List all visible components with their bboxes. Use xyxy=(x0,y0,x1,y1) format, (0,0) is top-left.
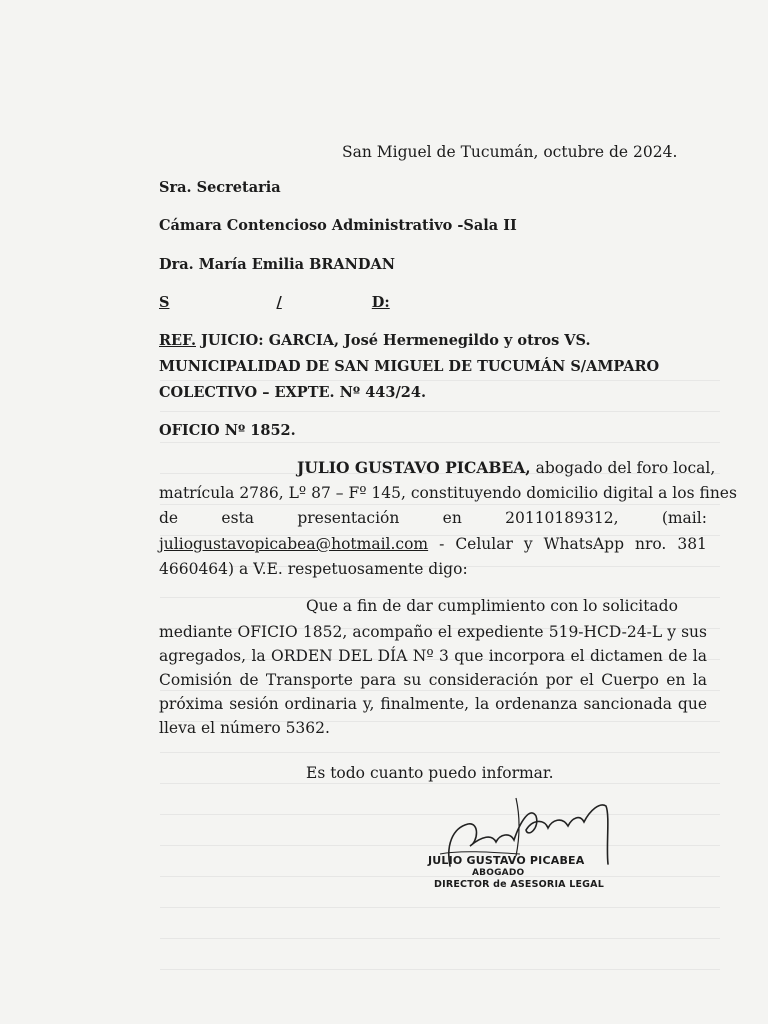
word: WhatsApp xyxy=(543,535,624,553)
word: esta xyxy=(221,509,255,527)
word: 381 xyxy=(677,535,707,553)
body-line-4 xyxy=(159,535,707,553)
word: Celular xyxy=(455,535,513,553)
reference-line-3: COLECTIVO – EXPTE. Nº 443/24. xyxy=(159,384,426,401)
word: nro. xyxy=(634,535,667,553)
s-d-line xyxy=(159,294,395,311)
intro-line xyxy=(297,458,715,477)
word: (mail: xyxy=(661,509,707,527)
body-line-5: 4660464) a V.E. respetuosamente digo: xyxy=(159,560,468,578)
reference-line-1 xyxy=(159,332,591,349)
ref-prefix: REF. xyxy=(159,332,196,349)
stamp-position: DIRECTOR de ASESORIA LEGAL xyxy=(434,879,604,890)
word: - xyxy=(439,535,445,553)
paragraph-2-first: Que a fin de dar cumplimiento con lo solicitado xyxy=(306,597,678,615)
intro-rest: abogado del foro local, xyxy=(530,459,716,477)
closing-line: Es todo cuanto puedo informar. xyxy=(306,764,554,782)
word: en xyxy=(442,509,462,527)
body-line-2: matrícula 2786, Lº 87 – Fº 145, constituyendo domicilio digital a los fines xyxy=(159,484,737,502)
word: de xyxy=(159,509,179,527)
date-line: San Miguel de Tucumán, octubre de 2024. xyxy=(342,143,678,161)
recipient-line-2: Cámara Contencioso Administrativo -Sala II xyxy=(159,217,517,234)
handwritten-signature xyxy=(420,776,640,886)
recipient-line-1: Sra. Secretaria xyxy=(159,179,281,196)
oficio-number: OFICIO Nº 1852. xyxy=(159,422,296,439)
reference-line-2: MUNICIPALIDAD DE SAN MIGUEL DE TUCUMÁN S/AMPARO xyxy=(159,358,660,375)
word: presentación xyxy=(297,509,400,527)
author-name: JULIO GUSTAVO PICABEA, xyxy=(297,458,531,477)
ref-line1-rest: JUICIO: GARCIA, José Hermenegildo y otros VS. xyxy=(196,332,591,349)
stamp-title: ABOGADO xyxy=(472,868,525,878)
recipient-line-3: Dra. María Emilia BRANDAN xyxy=(159,256,395,273)
s-label: S xyxy=(159,294,170,311)
stamp-name: JULIO GUSTAVO PICABEA xyxy=(428,854,585,867)
d-label: D: xyxy=(371,294,390,311)
signature-block xyxy=(420,776,640,890)
email-link[interactable]: juliogustavopicabea@hotmail.com xyxy=(159,535,429,553)
body-line-3 xyxy=(159,509,707,527)
word: 20110189312, xyxy=(505,509,619,527)
paragraph-2-body: mediante OFICIO 1852, acompaño el expediente 519-HCD-24-L y sus agregados, la ORDEN DEL DÍA Nº 3 que incorpora el dictamen de la Comisión de Transporte para su consideración por el Cuerpo en la próxima sesión ordinaria y, finalmente, la ordenanza sancionada que lleva el número 5362. xyxy=(159,623,707,737)
slash-label: / xyxy=(276,294,282,311)
word: y xyxy=(523,535,533,553)
